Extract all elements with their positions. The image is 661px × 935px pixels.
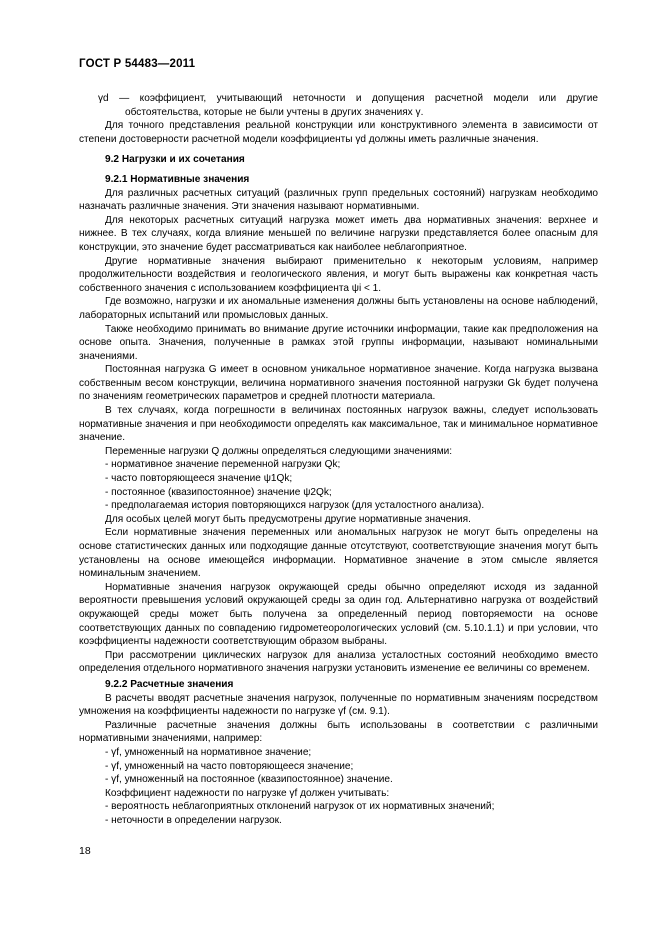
list-item: - γf, умноженный на часто повторяющееся значение; — [105, 760, 354, 772]
section-heading: 9.2 Нагрузки и их сочетания — [105, 154, 245, 166]
list-item: - постоянное (квазипостоянное) значение ψ2Qk; — [105, 486, 332, 498]
paragraph: Нормативные значения нагрузок окружающей среды обычно определяют исходя из заданной вероятности превышения условий окружающей среды за один год. Альтернативно нагрузка от воздействий окружающей среды может быть получена за определенный период повторяемости на основе соответствующих данных по совпадению гидрометеорологических условий (см. 5.10.1.1) и при условии, что коэффициенты надежности соответствующим образом выбраны. — [79, 581, 598, 648]
subsection-heading: 9.2.2 Расчетные значения — [105, 678, 234, 690]
paragraph: Другие нормативные значения выбирают применительно к некоторым условиям, например продолжительности воздействия и геологического явления, и могут быть выражены как конкретная часть собственного значения с использованием коэффициента ψi < 1. — [79, 255, 598, 294]
paragraph: γd — коэффициент, учитывающий неточности и допущения расчетной модели или другие обстоятельства, которые не были учтены в других значениях γ. — [98, 93, 598, 118]
paragraph: Для особых целей могут быть предусмотрены другие нормативные значения. — [105, 513, 471, 525]
paragraph: Коэффициент надежности по нагрузке γf должен учитывать: — [105, 787, 390, 799]
document-body — [79, 92, 598, 827]
document-header: ГОСТ Р 54483—2011 — [79, 58, 196, 70]
paragraph: Переменные нагрузки Q должны определяться следующими значениями: — [105, 445, 453, 457]
paragraph: Где возможно, нагрузки и их аномальные изменения должны быть установлены на основе наблюдений, лабораторных испытаний или промысловых данных. — [79, 296, 598, 321]
paragraph: Для точного представления реальной конструкции или конструктивного элемента в зависимости от степени достоверности расчетной модели коэффициенты γd должны иметь различные значения. — [79, 120, 598, 145]
list-item: - предполагаемая история повторяющихся нагрузок (для усталостного анализа). — [105, 500, 485, 512]
paragraph: Постоянная нагрузка G имеет в основном уникальное нормативное значение. Когда нагрузка вызвана собственным весом конструкции, величина нормативного значения постоянной нагрузки Gk будет получена по значениям геометрических параметров и средней плотности материала. — [79, 364, 598, 403]
list-item: - γf, умноженный на постоянное (квазипостоянное) значение. — [105, 774, 393, 786]
paragraph: Для некоторых расчетных ситуаций нагрузка может иметь два нормативных значения: верхнее и нижнее. В тех случаях, когда влияние меньшей по величине нагрузки представляется более опасным для конструкции, это значение будет рассматриваться как наиболее неблагоприятное. — [79, 214, 598, 253]
paragraph: Также необходимо принимать во внимание другие источники информации, такие как предположения на основе опыта. Значения, полученные в рамках этой группы информации, называют номинальными значениями. — [79, 323, 598, 362]
subsection-heading: 9.2.1 Нормативные значения — [105, 173, 250, 185]
paragraph: В тех случаях, когда погрешности в величинах постоянных нагрузок важны, следует использовать нормативные значения и при необходимости определять как максимальное, так и минимальное нормативное значение. — [79, 405, 598, 444]
list-item: - неточности в определении нагрузок. — [105, 814, 282, 826]
list-item: - часто повторяющееся значение ψ1Qk; — [105, 473, 293, 485]
paragraph: Если нормативные значения переменных или аномальных нагрузок не могут быть определены на основе статистических данных или подходящие данные отсутствуют, соответствующие значения могут быть установлены на основе имеющейся информации. Нормативное значение в этом смысле является номинальным значением. — [79, 527, 598, 580]
paragraph: Различные расчетные значения должны быть использованы в соответствии с различными нормативными значениями, например: — [79, 719, 598, 745]
paragraph: В расчеты вводят расчетные значения нагрузок, полученные по нормативным значениям посредством умножения на коэффициенты надежности по нагрузке γf (см. 9.1). — [79, 692, 598, 718]
list-item: - нормативное значение переменной нагрузки Qk; — [105, 459, 341, 471]
list-item: - вероятность неблагоприятных отклонений нагрузок от их нормативных значений; — [105, 801, 495, 813]
paragraph: Для различных расчетных ситуаций (различных групп предельных состояний) нагрузкам необходимо назначать различные значения. Эти значения называют нормативными. — [79, 187, 598, 213]
paragraph: При рассмотрении циклических нагрузок для анализа усталостных состояний необходимо вместо определения отдельного нормативного значения нагрузки установить изменение ее величины со временем. — [79, 649, 598, 675]
page-number: 18 — [79, 845, 91, 857]
list-item: - γf, умноженный на нормативное значение; — [105, 746, 312, 758]
